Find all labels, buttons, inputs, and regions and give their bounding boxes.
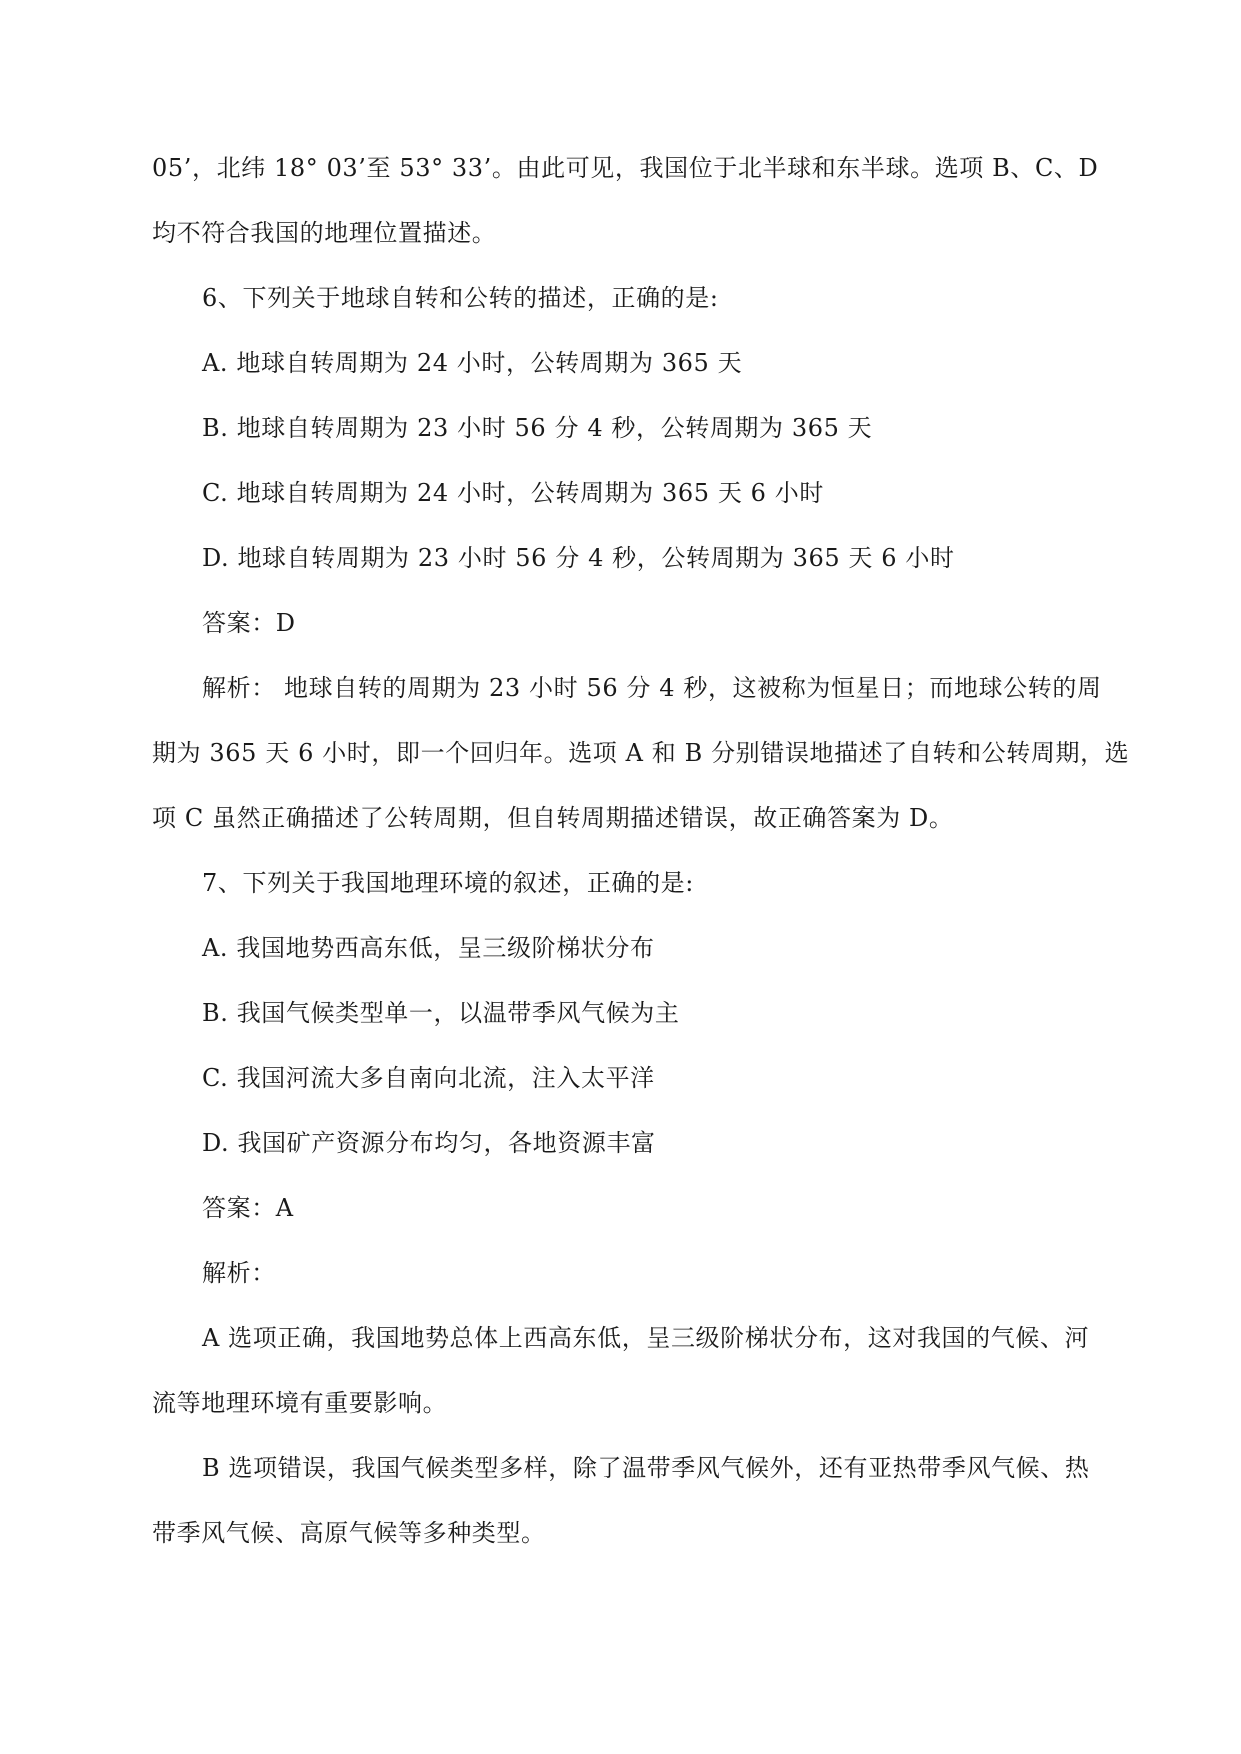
question-6-option-b: B. 地球自转周期为 23 小时 56 分 4 秒，公转周期为 365 天 <box>202 414 873 442</box>
question-6-explanation-line: 期为 365 天 6 小时，即一个回归年。选项 A 和 B 分别错误地描述了自转和公转周期，选 <box>152 739 1130 767</box>
question-7-explanation-line: 带季风气候、高原气候等多种类型。 <box>152 1519 546 1547</box>
question-7-option-d: D. 我国矿产资源分布均匀，各地资源丰富 <box>202 1129 656 1157</box>
question-6-explanation-line: 解析： 地球自转的周期为 23 小时 56 分 4 秒，这被称为恒星日；而地球公转的周 <box>202 674 1102 702</box>
question-7-option-c: C. 我国河流大多自南向北流，注入太平洋 <box>202 1064 655 1092</box>
question-6-explanation-line: 项 C 虽然正确描述了公转周期，但自转周期描述错误，故正确答案为 D。 <box>152 804 954 832</box>
question-7-explanation-label: 解析： <box>202 1259 276 1287</box>
question-7-explanation-line: 流等地理环境有重要影响。 <box>152 1389 448 1417</box>
question-7-explanation-line: A 选项正确，我国地势总体上西高东低，呈三级阶梯状分布，这对我国的气候、河 <box>202 1324 1090 1352</box>
question-7-option-a: A. 我国地势西高东低，呈三级阶梯状分布 <box>202 934 655 962</box>
paragraph-line: 均不符合我国的地理位置描述。 <box>152 219 497 247</box>
question-7-stem: 7、下列关于我国地理环境的叙述，正确的是: <box>202 869 694 897</box>
question-6-option-a: A. 地球自转周期为 24 小时，公转周期为 365 天 <box>202 349 743 377</box>
paragraph-line: 05’，北纬 18° 03’至 53° 33’。由此可见，我国位于北半球和东半球。选项 B、C、D <box>152 154 1099 182</box>
question-6-answer: 答案：D <box>202 609 296 637</box>
question-7-answer: 答案：A <box>202 1194 294 1222</box>
question-7-option-b: B. 我国气候类型单一，以温带季风气候为主 <box>202 999 680 1027</box>
question-7-explanation-line: B 选项错误，我国气候类型多样，除了温带季风气候外，还有亚热带季风气候、热 <box>202 1454 1090 1482</box>
question-6-option-c: C. 地球自转周期为 24 小时，公转周期为 365 天 6 小时 <box>202 479 824 507</box>
question-6-stem: 6、下列关于地球自转和公转的描述，正确的是: <box>202 284 719 312</box>
question-6-option-d: D. 地球自转周期为 23 小时 56 分 4 秒，公转周期为 365 天 6 小时 <box>202 544 955 572</box>
